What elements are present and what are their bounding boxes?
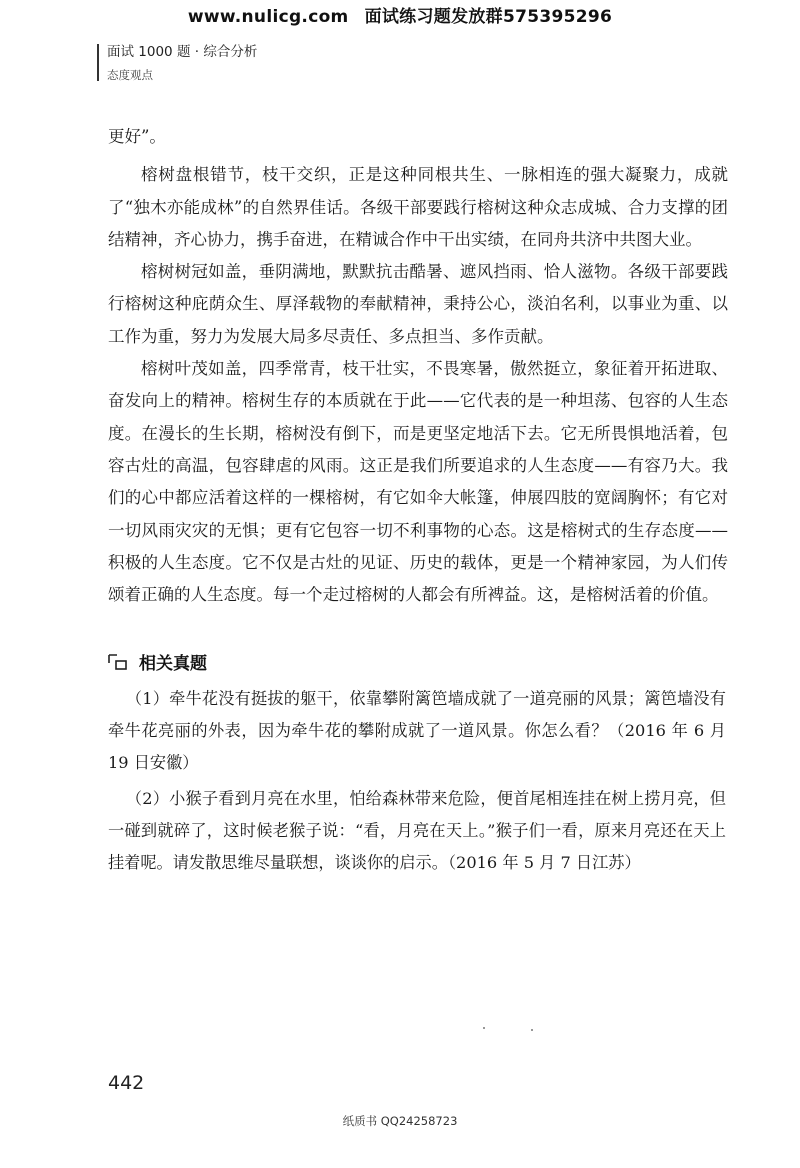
body-text: [108, 121, 728, 611]
related-questions-heading: [107, 649, 207, 674]
scan-speck: [531, 1029, 533, 1031]
footer-watermark: 纸质书 QQ24258723: [342, 1114, 458, 1128]
paragraph: 榕树叶茂如盖，四季常青，枝干壮实，不畏寒暑，傲然挺立，象征着开拓进取、奋发向上的精神。榕树生存的本质就在于此——它代表的是一种坦荡、包容的人生态度。在漫长的生长期，榕树没有倒下，而是更坚定地活下去。它无所畏惧地活着，包容古灶的高温，包容肆虐的风雨。这正是我们所要追求的人生态度——有容乃大。我们的心中都应活着这样的一棵榕树，有它如伞大帐篷，伸展四肢的宽阔胸怀；有它对一切风雨灾灾的无惧；更有它包容一切不利事物的心态。这是榕树式的生存态度——积极的人生态度。它不仅是古灶的见证、历史的载体，更是一个精神家园，为人们传颂着正确的人生态度。每一个走过榕树的人都会有所裨益。这，是榕树活着的价值。: [108, 359, 728, 605]
watermark-group: 面试练习题发放群575395296: [364, 7, 613, 27]
chapter-subtitle: 态度观点: [107, 67, 153, 82]
section-title: 相关真题: [139, 654, 207, 674]
question-item: （1）牵牛花没有挺拔的躯干，依靠攀附篱笆墙成就了一道亮丽的风景；篱笆墙没有牵牛花亮丽的外表，因为牵牛花的攀附成就了一道风景。你怎么看？（2016 年 6 月 19 日安徽）: [108, 689, 726, 772]
question-item: （2）小猴子看到月亮在水里，怕给森林带来危险，便首尾相连挂在树上捞月亮，但一碰到就碎了，这时候老猴子说：“看，月亮在天上。”猴子们一看，原来月亮还在天上挂着呢。请发散思维尽量联想，谈谈你的启示。（2016 年 5 月 7 日江苏）: [108, 789, 726, 872]
scan-speck: [483, 1027, 485, 1029]
page-number: 442: [108, 1072, 145, 1094]
running-head: [97, 44, 257, 81]
paragraph: 榕树树冠如盖，垂阴满地，默默抗击酷暑、遮风挡雨、恰人滋物。各级干部要践行榕树这种庇荫众生、厚泽载物的奉献精神，秉持公心，淡泊名利，以事业为重、以工作为重，努力为发展大局多尽责任、多点担当、多作贡献。: [108, 262, 728, 346]
section-marker-icon: [107, 653, 129, 671]
watermark-url: www.nulicg.com: [187, 7, 349, 27]
top-watermark: [0, 2, 800, 27]
book-title: 面试 1000 题 · 综合分析: [107, 44, 258, 60]
paragraph-continuation: 更好”。: [108, 127, 166, 146]
related-questions: [108, 683, 726, 879]
paragraph: 榕树盘根错节，枝干交织，正是这种同根共生、一脉相连的强大凝聚力，成就了“独木亦能成林”的自然界佳话。各级干部要践行榕树这种众志成城、合力支撑的团结精神，齐心协力，携手奋进，在精诚合作中干出实绩，在同舟共济中共图大业。: [108, 165, 728, 249]
